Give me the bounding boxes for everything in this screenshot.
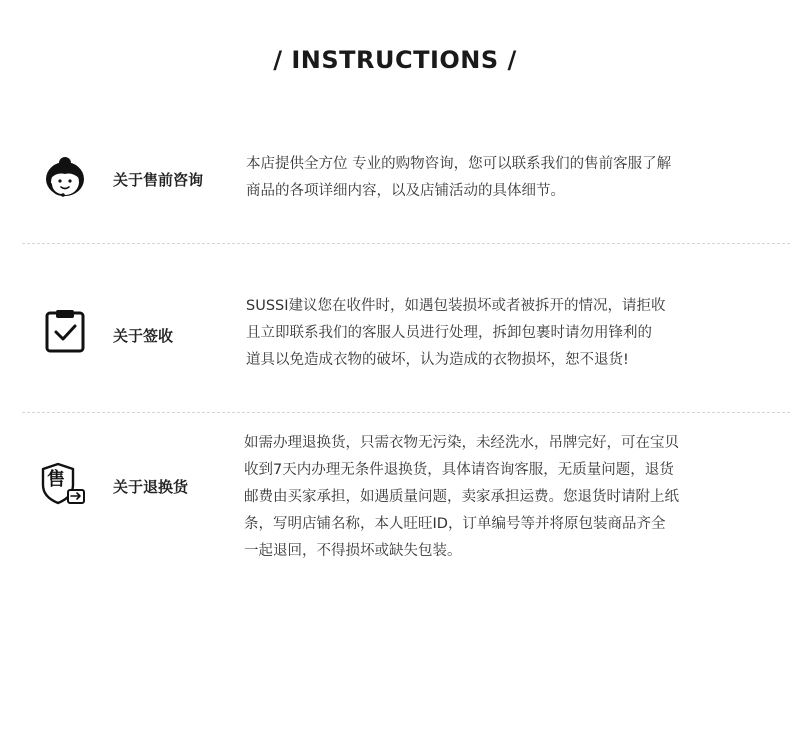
customer-service-icon — [42, 154, 88, 200]
section-label-presale: 关于售前咨询 — [113, 171, 204, 189]
section-text-returns: 如需办理退换货，只需衣物无污染，未经洗水，吊牌完好，可在宝贝 收到7天内办理无条件退换货，具体请咨询客服，无质量问题，退货 邮费由买家承担，如遇质量问题，卖家承担运费。您退货时请附上纸 条，写明店铺名称，本人旺旺ID，订单编号等并将原包装商品齐全 一起退回，不得损坏或缺失包装。 — [244, 435, 679, 559]
after-sale-char: 售 — [47, 469, 65, 490]
page-title: / INSTRUCTIONS / — [273, 46, 517, 74]
section-text-presale: 本店提供全方位 专业的购物咨询，您可以联系我们的售前客服了解 商品的各项详细内容，以及店铺活动的具体细节。 — [246, 156, 672, 199]
section-label-returns: 关于退换货 — [113, 478, 189, 496]
after-sale-shield-icon — [40, 461, 86, 507]
section-label-signing: 关于签收 — [113, 327, 174, 345]
section-divider — [22, 412, 790, 413]
section-text-signing: SUSSI建议您在收件时，如遇包装损坏或者被拆开的情况，请拒收 且立即联系我们的客服人员进行处理，拆卸包裹时请勿用锋利的 道具以免造成衣物的破坏，认为造成的衣物损坏，恕不退货! — [246, 298, 666, 368]
clipboard-check-icon — [42, 308, 88, 354]
section-divider — [22, 243, 790, 244]
